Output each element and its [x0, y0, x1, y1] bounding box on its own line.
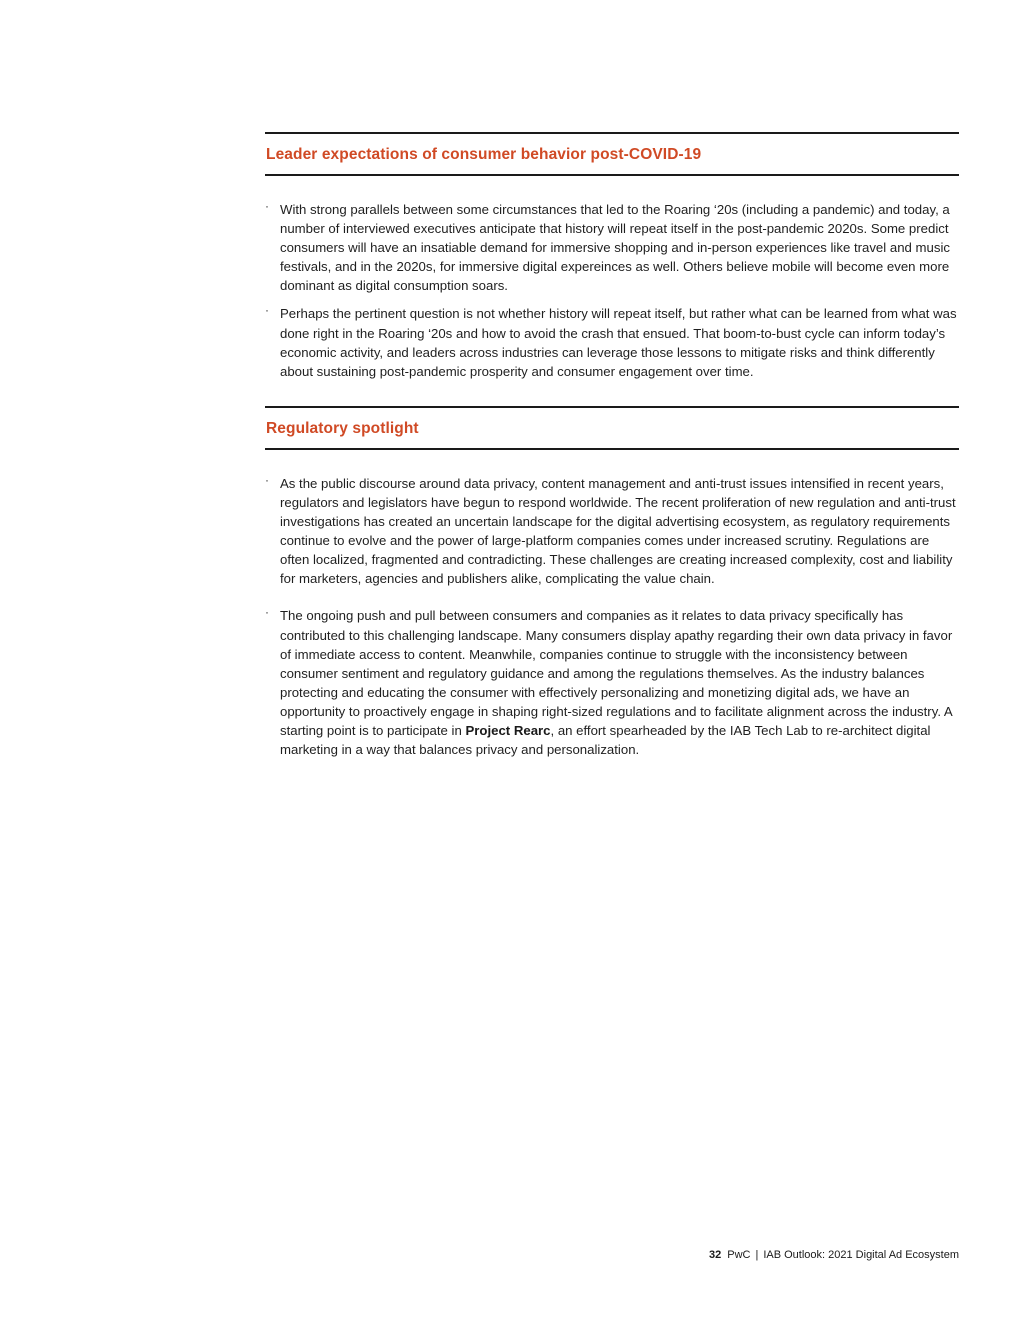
project-rearc-link[interactable]: Project Rearc: [465, 722, 551, 738]
list-item: [265, 474, 959, 589]
list-item: [265, 606, 959, 759]
section-header: [265, 406, 959, 450]
bullet-list: [265, 450, 959, 759]
section-title: Regulatory spotlight: [266, 419, 419, 437]
bullet-text-start: The ongoing push and pull between consumers and companies as it relates to data privacy specifically has contributed to this challenging landscape. Many consumers display apathy regarding their own data privacy in favor of immediate access to content. Meanwhile, companies continue to struggle with the inconsistency between consumer sentiment and regulatory guidance and among the regulations themselves. As the industry balances protecting and educating the consumer with effectively personalizing and monetizing digital ads, we have an opportunity to proactively engage in shaping right-sized regulations and to facilitate alignment across the industry. A starting point is to participate in: [280, 608, 953, 738]
bullet-icon: ·: [265, 303, 269, 318]
bullet-icon: ·: [265, 605, 269, 620]
section-regulatory-spotlight: [265, 406, 959, 759]
bullet-text: With strong parallels between some circumstances that led to the Roaring ‘20s (including a pandemic) and today, a number of interviewed executives anticipate that history will repeat itself in the post-pandemic 2020s. Some predict consumers will have an insatiable demand for immersive shopping and in-person experiences like travel and music festivals, and in the 2020s, for immersive digital expereinces as well. Others believe mobile will become even more dominant as digital consumption soars.: [280, 202, 950, 294]
footer-brand: PwC: [727, 1249, 751, 1261]
footer-publication: IAB Outlook: 2021 Digital Ad Ecosystem: [763, 1249, 959, 1261]
bullet-icon: ·: [265, 199, 269, 213]
page-content: [265, 132, 959, 759]
bullet-list: [265, 176, 959, 381]
page-footer: [709, 1249, 959, 1261]
bullet-icon: ·: [265, 472, 269, 487]
list-item: [265, 200, 959, 295]
section-consumer-behavior: [265, 132, 959, 381]
section-title: Leader expectations of consumer behavior post-COVID-19: [266, 146, 702, 163]
bullet-text: As the public discourse around data privacy, content management and anti-trust issues intensified in recent years, regulators and legislators have begun to respond worldwide. The recent proliferation of new regulation and anti-trust investigations has created an uncertain landscape for the digital advertising ecosystem, as regulatory requirements continue to evolve and the power of large-platform companies comes under increased scrutiny. Regulations are often localized, fragmented and contradicting. These challenges are creating increased complexity, cost and liability for marketers, agencies and publishers alike, complicating the value chain.: [280, 475, 956, 587]
list-item: [265, 304, 959, 380]
bullet-text-end: , an effort spearheaded by the IAB Tech Lab to re-architect digital marketing in a way that balances privacy and personalization.: [280, 722, 931, 758]
bullet-text: Perhaps the pertinent question is not whether history will repeat itself, but rather what can be learned from what was done right in the Roaring ‘20s and how to avoid the crash that ensued. That boom-to-bust cycle can inform today’s economic activity, and leaders across industries can leverage those lessons to mitigate risks and think differently about sustaining post-pandemic prosperity and consumer engagement over time.: [280, 306, 957, 379]
footer-separator: |: [755, 1249, 759, 1261]
page-number: 32: [709, 1249, 722, 1261]
section-header: [265, 132, 959, 176]
